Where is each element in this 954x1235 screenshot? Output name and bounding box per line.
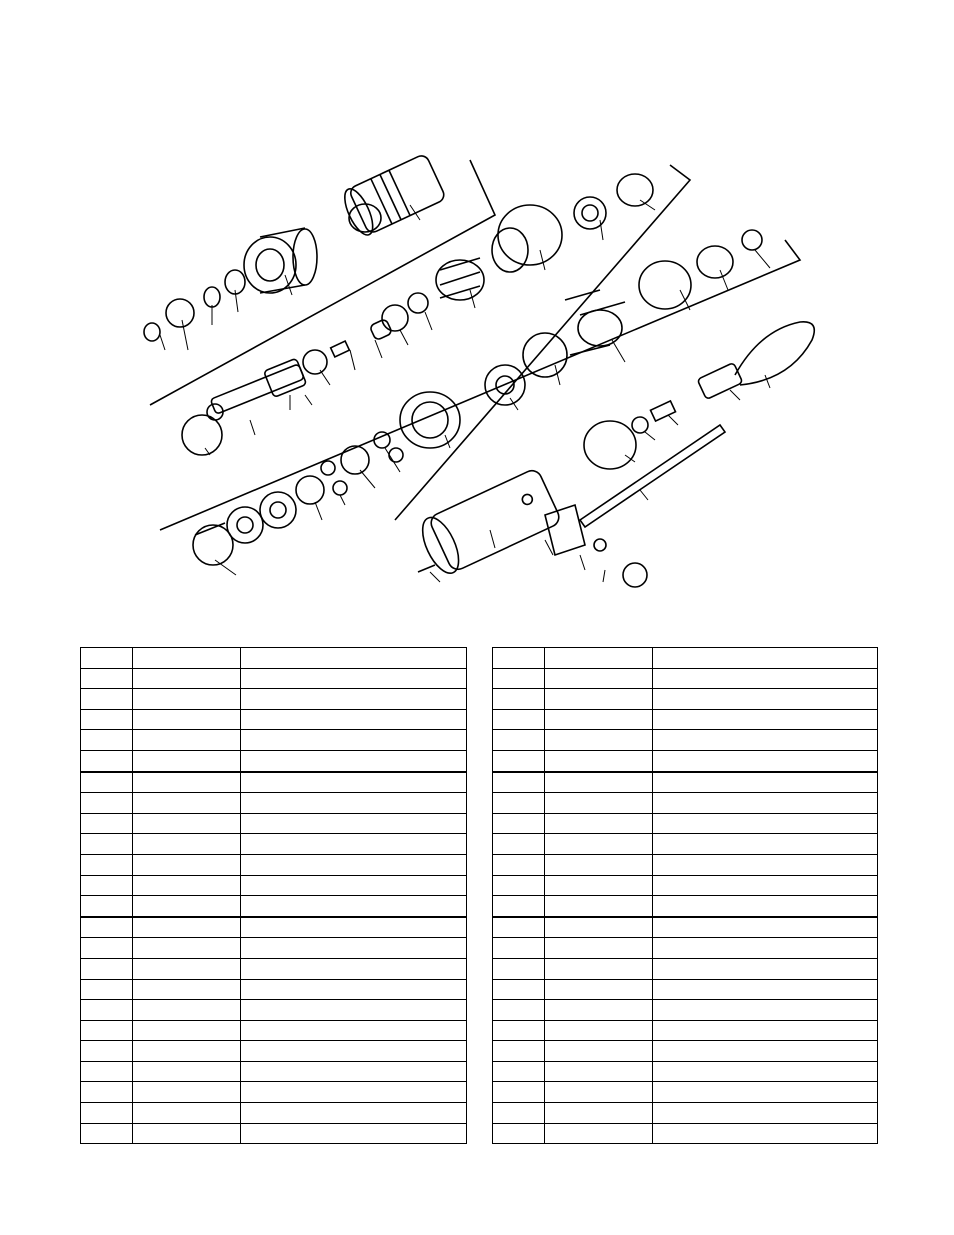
part-no-cell [545,979,653,1000]
valve-body [617,174,653,206]
description-cell [653,938,878,959]
cylinder [639,261,691,309]
description-cell [653,1103,878,1124]
item-no-cell [81,709,133,730]
part-no-cell [545,958,653,979]
item-no-cell [81,668,133,689]
part-no-cell [133,1103,241,1124]
air-inlet [697,363,743,400]
item-no-cell [81,896,133,917]
description-cell [241,854,467,875]
part-no-cell [545,875,653,896]
part-no-cell [133,938,241,959]
description-cell [241,917,467,938]
description-cell [653,648,878,669]
description-cell [653,813,878,834]
table-row [81,917,467,938]
part-no-cell [545,1041,653,1062]
item-no-cell [493,668,545,689]
table-row [81,1082,467,1103]
table-row [81,958,467,979]
description-cell [241,709,467,730]
part-no-cell [133,1082,241,1103]
spring-coil [436,260,484,300]
item-no-cell [81,1020,133,1041]
item-no-cell [81,1103,133,1124]
description-cell [241,1041,467,1062]
item-no-cell [81,813,133,834]
description-cell [653,834,878,855]
table-row [81,668,467,689]
table-row [81,875,467,896]
description-cell [241,1020,467,1041]
description-cell [241,1123,467,1144]
item-no-cell [493,1103,545,1124]
table-row [81,813,467,834]
description-cell [653,1041,878,1062]
description-cell [241,668,467,689]
part-no-cell [545,813,653,834]
table-row [493,793,878,814]
item-no-cell [81,1123,133,1144]
part-no-cell [133,896,241,917]
table-row [81,793,467,814]
description-cell [653,917,878,938]
table-row [493,668,878,689]
table-row [493,1123,878,1144]
description-cell [653,896,878,917]
item-no-cell [81,875,133,896]
part-no-cell [545,772,653,793]
description-cell [653,668,878,689]
description-cell [241,1061,467,1082]
description-cell [241,813,467,834]
table-row [81,1020,467,1041]
part-no-cell [133,793,241,814]
part-no-cell [133,709,241,730]
table-row [81,1123,467,1144]
group-bracket-mid [160,240,800,530]
table-row [493,917,878,938]
table-row [493,896,878,917]
item-no-cell [493,813,545,834]
table-row [81,730,467,751]
description-cell [653,793,878,814]
table-row [493,689,878,710]
end-plate [697,246,733,278]
table-row [493,1041,878,1062]
table-row [81,689,467,710]
part-no-cell [545,709,653,730]
table-row [493,1103,878,1124]
description-cell [653,1020,878,1041]
item-no-cell [81,1041,133,1062]
description-cell [653,979,878,1000]
planet-gear-2 [389,448,403,462]
description-cell [653,875,878,896]
carrier-2 [296,476,324,504]
description-cell [241,938,467,959]
part-no-cell [133,1061,241,1082]
exploded-parts-diagram [130,150,830,600]
table-row [493,1061,878,1082]
part-no-cell [545,1082,653,1103]
description-cell [241,689,467,710]
item-no-cell [493,938,545,959]
table-row [493,1082,878,1103]
table-row [81,896,467,917]
item-no-cell [493,896,545,917]
spacer-ring [204,287,220,307]
table-row [81,938,467,959]
item-no-cell [493,730,545,751]
part-no-cell [545,648,653,669]
trigger-lever [580,425,725,527]
part-no-cell [133,958,241,979]
rotor [578,310,622,346]
item-no-cell [81,772,133,793]
small-washer [408,293,428,313]
table-row [493,938,878,959]
parts-table-left [80,647,467,1144]
table-row [493,958,878,979]
end-cap [498,205,562,265]
table-row [493,854,878,875]
item-no-cell [493,709,545,730]
description-cell [653,1000,878,1021]
table-row [493,1020,878,1041]
snap-ring [144,323,160,341]
part-no-cell [133,668,241,689]
item-no-cell [493,875,545,896]
table-row [81,1061,467,1082]
item-no-cell [81,689,133,710]
item-no-cell [81,917,133,938]
table-row [81,834,467,855]
table-row [81,854,467,875]
item-no-cell [493,689,545,710]
parts-table-right [492,647,878,1144]
table-row [81,648,467,669]
description-cell [653,1082,878,1103]
description-cell [241,979,467,1000]
housing-pin [418,565,435,572]
part-no-cell [133,772,241,793]
item-no-cell [81,834,133,855]
part-no-cell [133,1041,241,1062]
item-no-cell [493,750,545,771]
table-row [493,875,878,896]
part-no-cell [133,1000,241,1021]
description-cell [241,730,467,751]
item-no-cell [493,1000,545,1021]
bearing-1 [260,492,296,528]
description-cell [653,854,878,875]
description-cell [653,709,878,730]
parts-table-right-body [493,648,878,1144]
nut [594,539,606,551]
group-bracket-right [395,165,690,520]
description-cell [241,793,467,814]
main-housing [415,467,562,578]
item-no-cell [81,793,133,814]
part-no-cell [545,793,653,814]
bearing-top [574,197,606,229]
item-no-cell [81,979,133,1000]
part-no-cell [133,689,241,710]
end-bearing [742,230,762,250]
description-cell [241,648,467,669]
table-row [81,1103,467,1124]
description-cell [241,1000,467,1021]
description-cell [241,750,467,771]
part-no-cell [133,1123,241,1144]
part-no-cell [133,875,241,896]
part-no-cell [133,854,241,875]
description-cell [653,958,878,979]
description-cell [241,834,467,855]
coupling [303,350,327,374]
part-no-cell [545,1020,653,1041]
table-row [81,709,467,730]
item-no-cell [493,1082,545,1103]
part-no-cell [133,730,241,751]
description-cell [653,772,878,793]
part-no-cell [133,979,241,1000]
carrier-1 [341,446,369,474]
table-row [493,979,878,1000]
table-row [493,1000,878,1021]
description-cell [653,1061,878,1082]
shaft-end [349,204,381,232]
item-no-cell [81,854,133,875]
part-no-cell [133,648,241,669]
item-no-cell [493,1020,545,1041]
part-no-cell [545,689,653,710]
part-no-cell [133,917,241,938]
item-no-cell [493,1061,545,1082]
parts-table-left-body [81,648,467,1144]
part-no-cell [133,834,241,855]
table-row [493,834,878,855]
motor-housing [339,153,446,238]
item-no-cell [493,772,545,793]
item-no-cell [493,917,545,938]
item-no-cell [493,854,545,875]
item-no-cell [493,1041,545,1062]
bushing [382,305,408,331]
part-no-cell [545,1123,653,1144]
item-no-cell [81,1000,133,1021]
exhaust-deflector [545,505,585,555]
table-row [81,1000,467,1021]
table-row [81,750,467,771]
part-no-cell [545,834,653,855]
part-no-cell [545,1000,653,1021]
table-row [493,648,878,669]
item-no-cell [493,648,545,669]
description-cell [241,875,467,896]
description-cell [653,689,878,710]
table-row [493,750,878,771]
part-no-cell [545,917,653,938]
front-sleeve [193,525,233,565]
planet-gear-4 [333,481,347,495]
description-cell [241,958,467,979]
item-no-cell [81,1061,133,1082]
item-no-cell [81,648,133,669]
table-row [493,772,878,793]
part-no-cell [545,1103,653,1124]
table-row [493,813,878,834]
description-cell [241,1103,467,1124]
table-row [493,730,878,751]
description-cell [241,772,467,793]
description-cell [241,1082,467,1103]
item-no-cell [81,750,133,771]
item-no-cell [493,834,545,855]
retaining-ring-large [182,415,222,455]
part-no-cell [545,938,653,959]
o-ring [632,417,648,433]
spring-small [331,341,350,357]
part-no-cell [133,750,241,771]
description-cell [653,730,878,751]
planet-gear-1 [374,432,390,448]
item-no-cell [81,938,133,959]
item-no-cell [493,979,545,1000]
part-no-cell [545,750,653,771]
hose-fitting [623,563,647,587]
part-no-cell [545,668,653,689]
item-no-cell [493,1123,545,1144]
collar [166,299,194,327]
item-no-cell [81,730,133,751]
part-no-cell [545,730,653,751]
hanger-bail [735,322,814,385]
cylinder-liner [523,333,567,377]
throttle-sleeve [584,421,636,469]
part-no-cell [545,1061,653,1082]
item-no-cell [81,958,133,979]
planet-gear-3 [321,461,335,475]
table-row [81,979,467,1000]
table-row [81,1041,467,1062]
item-no-cell [493,793,545,814]
table-row [81,772,467,793]
description-cell [653,750,878,771]
part-no-cell [133,813,241,834]
ring-gear [400,392,460,448]
item-no-cell [81,1082,133,1103]
part-no-cell [545,854,653,875]
table-row [493,709,878,730]
part-no-cell [545,896,653,917]
description-cell [241,896,467,917]
item-no-cell [493,958,545,979]
description-cell [653,1123,878,1144]
part-no-cell [133,1020,241,1041]
